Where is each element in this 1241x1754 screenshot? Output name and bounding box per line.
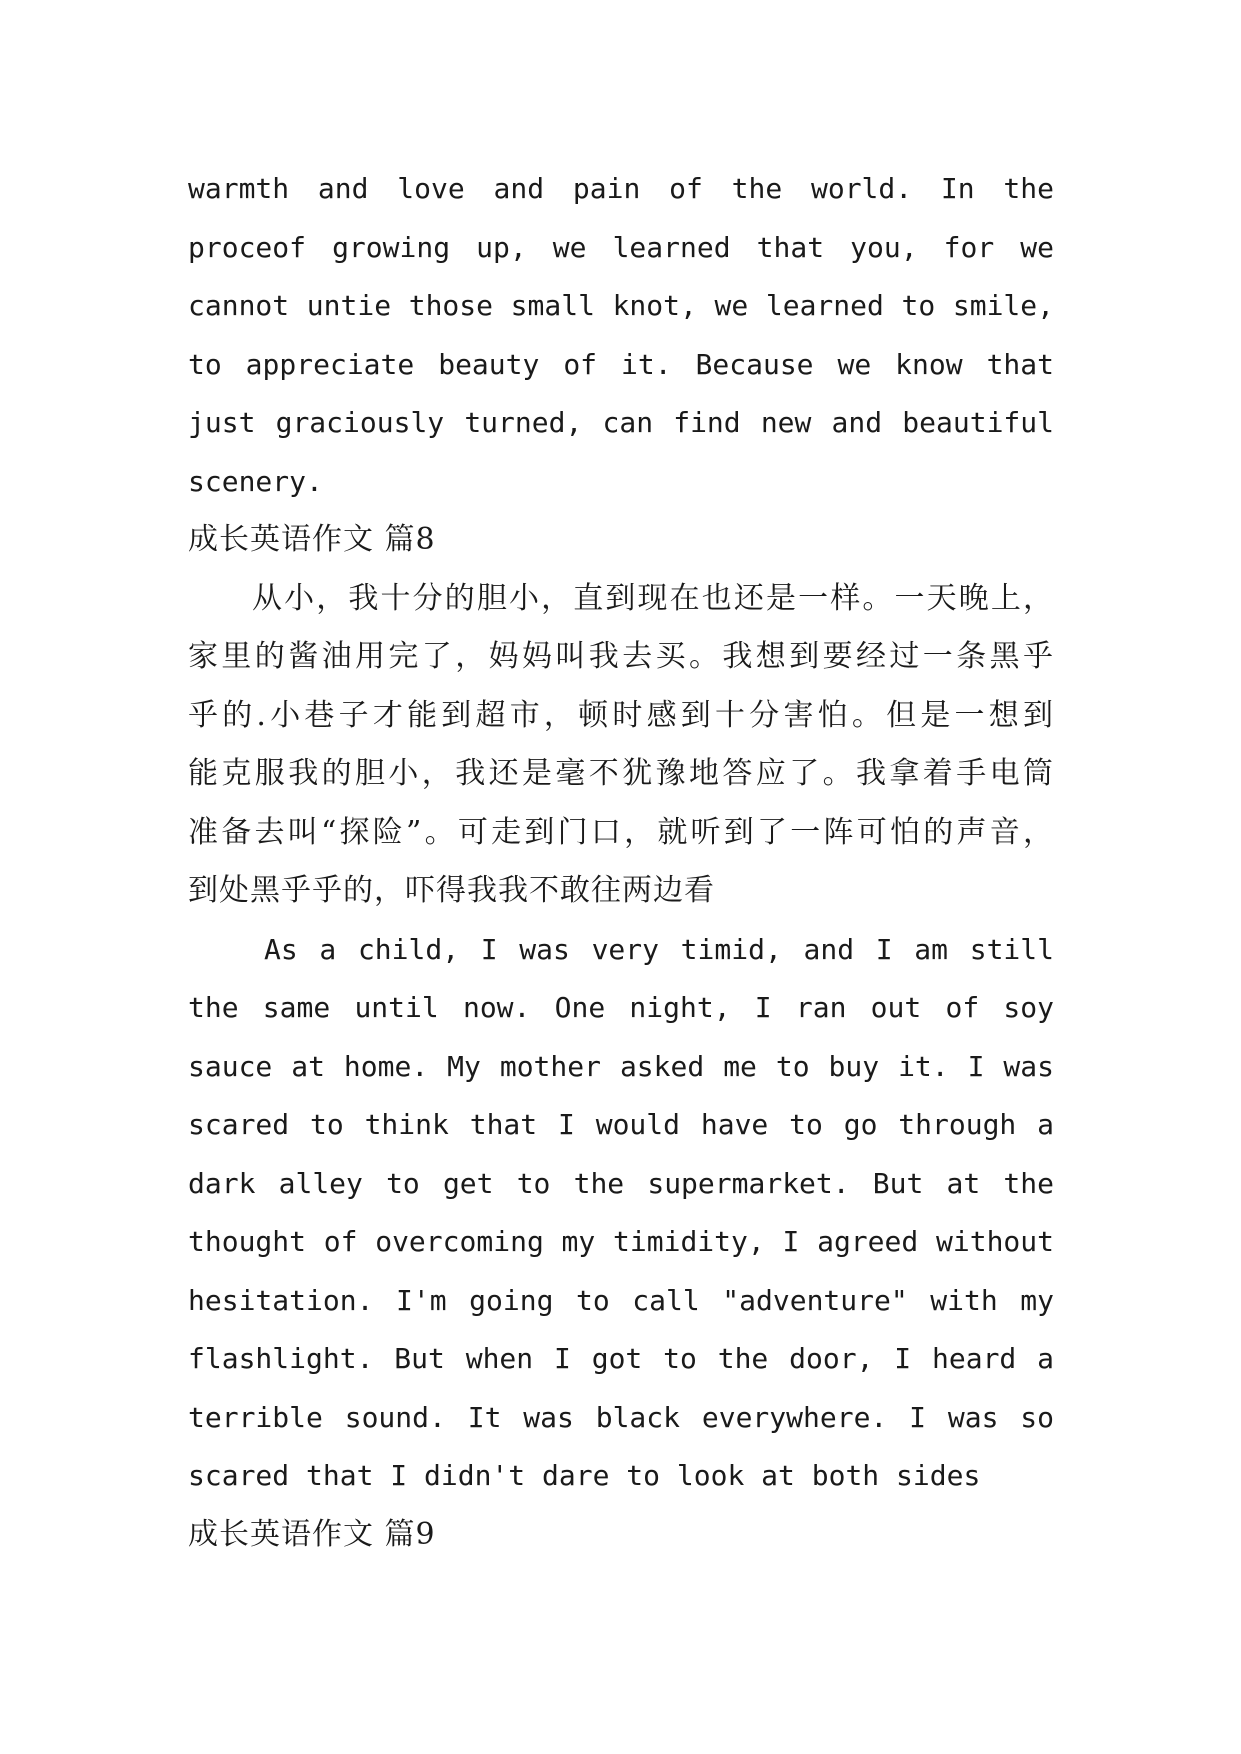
text-line: flashlight. But when I got to the door, I heard a: [188, 1342, 1054, 1375]
paragraph-english-continued: [188, 160, 1054, 511]
text-line: 准备去叫“探险”。可走到门口，就听到了一阵可怕的声音，: [188, 814, 1054, 850]
text-line: scared to think that I would have to go through a: [188, 1108, 1054, 1141]
text-line: 能克服我的胆小，我还是毫不犹豫地答应了。我拿着手电筒: [188, 756, 1054, 791]
paragraph-chinese: [188, 570, 1054, 921]
text-line: to appreciate beauty of it. Because we know that: [188, 347, 1054, 381]
text-line: warmth and love and pain of the world. In the: [188, 172, 1054, 205]
text-line: scared that I didn't dare to look at both sides: [188, 1459, 981, 1492]
text-line: 到处黑乎乎的，吓得我我不敢往两边看: [188, 873, 715, 908]
text-line: 乎的.小巷子才能到超市，顿时感到十分害怕。但是一想到: [188, 697, 1054, 733]
text-line: the same until now. One night, I ran out of soy: [188, 991, 1054, 1024]
paragraph-english-translation: [188, 921, 1054, 1506]
text-line: terrible sound. It was black everywhere. I was so: [188, 1400, 1054, 1434]
text-line: just graciously turned, can find new and beautiful: [188, 406, 1054, 439]
text-line: 从小，我十分的胆小，直到现在也还是一样。一天晚上，: [252, 580, 1054, 616]
section-heading-9: 成长英语作文 篇9: [188, 1516, 436, 1552]
text-line: sauce at home. My mother asked me to buy it. I was: [188, 1049, 1054, 1083]
section-heading-8: 成长英语作文 篇8: [188, 522, 436, 557]
text-line: 家里的酱油用完了，妈妈叫我去买。我想到要经过一条黑乎: [188, 639, 1054, 674]
document-page: [188, 160, 1054, 1564]
text-line: scenery.: [188, 464, 323, 498]
text-line: thought of overcoming my timidity, I agreed without: [188, 1225, 1054, 1258]
text-line: proceof growing up, we learned that you, for we: [188, 230, 1054, 264]
text-line: hesitation. I'm going to call "adventure" with my: [188, 1283, 1054, 1317]
text-line: cannot untie those small knot, we learned to smile,: [188, 289, 1054, 322]
text-line: dark alley to get to the supermarket. But at the: [188, 1166, 1054, 1200]
text-line: As a child, I was very timid, and I am still: [264, 932, 1054, 966]
